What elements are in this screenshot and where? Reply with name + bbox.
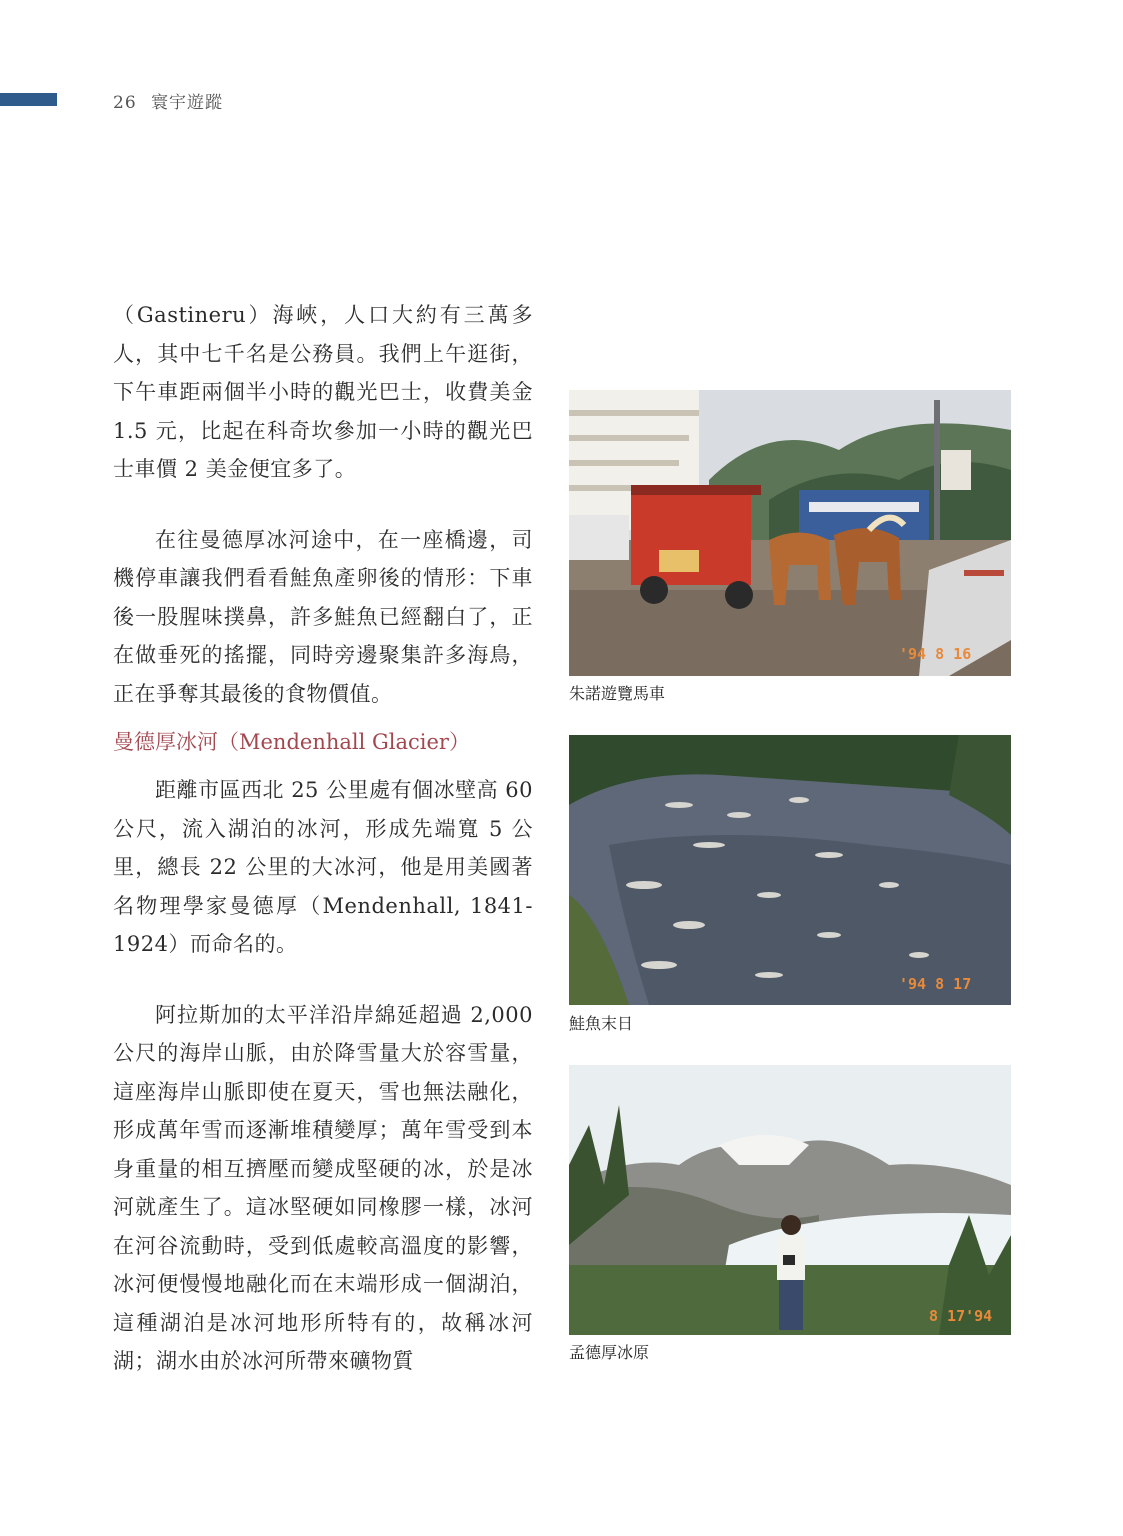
photo-horse-carriage <box>569 390 1011 676</box>
photo-caption: 鮭魚末日 <box>569 1014 634 1033</box>
photo-date-stamp: '94 8 17 <box>899 975 972 993</box>
section-title: 曼德厚冰河（Mendenhall Glacier） <box>113 730 470 754</box>
paragraph-4: 阿拉斯加的太平洋沿岸綿延超過 2,000 公尺的海岸山脈，由於降雪量大於容雪量，這座海岸山脈即使在夏天，雪也無法融化，形成萬年雪而逐漸堆積變厚；萬年雪受到本身重量的相互擠壓而變成堅硬的冰，於是冰河就產生了。這冰堅硬如同橡膠一樣，冰河在河谷流動時，受到低處較高溫度的影響，冰河便慢慢地融化而在末端形成一個湖泊，這種湖泊是冰河地形所特有的，故稱冰河湖；湖水由於冰河所帶來礦物質 <box>113 1002 533 1373</box>
photo-glacier <box>569 1065 1011 1335</box>
main-text-column <box>113 296 533 1381</box>
photo-date-stamp: '94 8 16 <box>899 645 972 663</box>
running-title: 寰宇遊蹤 <box>151 93 224 113</box>
paragraph-3: 距離市區西北 25 公里處有個冰壁高 60 公尺，流入湖泊的冰河，形成先端寬 5 公里，總長 22 公里的大冰河，他是用美國著名物理學家曼德厚（Mendenhall, 1841-1924）而命名的。 <box>113 778 533 956</box>
photo-caption: 朱諾遊覽馬車 <box>569 684 666 703</box>
paragraph-1: （Gastineru）海峽，人口大約有三萬多人，其中七千名是公務員。我們上午逛街，下午車距兩個半小時的觀光巴士，收費美金 1.5 元，比起在科奇坎參加一小時的觀光巴士車價 2 美金便宜多了。 <box>113 303 533 481</box>
photo-salmon-river <box>569 735 1011 1005</box>
photo-date-stamp: 8 17'94 <box>929 1307 993 1325</box>
header-accent-bar <box>0 93 57 106</box>
photo-caption: 孟德厚冰原 <box>569 1343 650 1362</box>
running-header <box>113 88 223 113</box>
paragraph-2: 在往曼德厚冰河途中，在一座橋邊，司機停車讓我們看看鮭魚產卵後的情形：下車後一股腥味撲鼻，許多鮭魚已經翻白了，正在做垂死的搖擺，同時旁邊聚集許多海鳥，正在爭奪其最後的食物價值。 <box>113 527 533 706</box>
page-number: 26 <box>113 93 137 113</box>
